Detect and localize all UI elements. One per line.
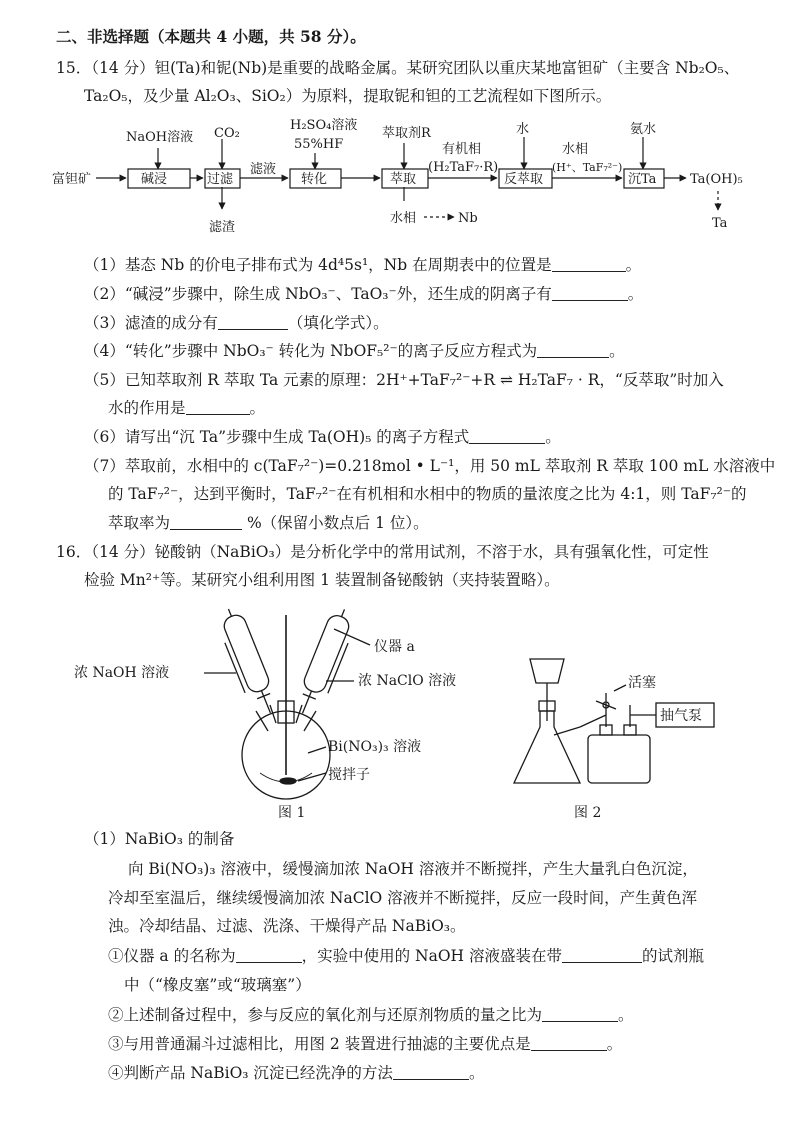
fig2-label-pump: 抽气泵: [660, 708, 702, 724]
q16-sub1-line2: 中（“橡皮塞”或“玻璃塞”）: [124, 976, 311, 994]
q16-para-line3: 浊。冷却结晶、过滤、洗涤、干燥得产品 NaBiO₃。: [108, 917, 466, 935]
answer-blank-16-4[interactable]: [393, 1063, 469, 1080]
flow-step-convert: 转化: [301, 172, 328, 187]
q16-sub4: ④判断产品 NaBiO₃ 沉淀已经洗净的方法 。: [108, 1064, 485, 1082]
answer-blank-15-3[interactable]: [218, 313, 288, 330]
fig2-label-valve: 活塞: [628, 675, 656, 691]
flow-reagent-extractant: 萃取剂R: [382, 126, 431, 141]
flow-aqueous-phase: 水相: [562, 142, 589, 157]
q16-para-line2: 冷却至室温后，继续缓慢滴加浓 NaClO 溶液并不断搅拌，反应一段时间，产生黄色浑: [108, 889, 698, 907]
flow-reagent-co2: CO₂: [214, 126, 240, 141]
fig1-label-naclo: 浓 NaClO 溶液: [358, 673, 457, 689]
q16-sub3: ③与用普通漏斗过滤相比，用图 2 装置进行抽滤的主要优点是 。: [108, 1035, 623, 1053]
q15-intro-line1: 15．（14 分）钽(Ta)和铌(Nb)是重要的战略金属。某研究团队以重庆某地富钽矿（主要含 Nb₂O₅、: [56, 59, 740, 77]
q15-sub2: （2）“碱浸”步骤中，除生成 NbO₃⁻、TaO₃⁻外，还生成的阴离子有 。: [84, 285, 644, 303]
q15-sub4: （4）“转化”步骤中 NbO₃⁻ 转化为 NbOF₅²⁻的离子反应方程式为 。: [84, 342, 625, 360]
flow-product-taoh5: Ta(OH)₅: [690, 172, 743, 187]
q15-sub5-line2: 水的作用是 。: [108, 399, 266, 417]
q16-para-line1: 向 Bi(NO₃)₃ 溶液中，缓慢滴加浓 NaOH 溶液并不断搅拌，产生大量乳白色沉淀，: [128, 860, 698, 878]
answer-blank-15-1[interactable]: [552, 255, 626, 272]
q15-sub3: （3）滤渣的成分有 （填化学式）。: [84, 314, 389, 332]
figure-2-apparatus: [510, 645, 760, 825]
flow-aqueous-phase-nb: 水相: [390, 211, 417, 226]
q15-intro-line2: Ta₂O₅，及少量 Al₂O₃、SiO₂）为原料，提取铌和钽的工艺流程如下图所示。: [84, 87, 612, 105]
q15-sub6: （6）请写出“沉 Ta”步骤中生成 Ta(OH)₅ 的离子方程式 。: [84, 428, 561, 446]
q15-sub7-line2: 的 TaF₇²⁻，达到平衡时，TaF₇²⁻在有机相和水相中的物质的量浓度之比为 4:1，则 TaF₇²⁻的: [108, 485, 747, 503]
flow-product-ta: Ta: [712, 216, 728, 231]
flow-reagent-h2so4: H₂SO₄溶液: [290, 118, 358, 133]
flow-residue: 滤渣: [209, 220, 236, 235]
answer-blank-16-2[interactable]: [542, 1005, 618, 1022]
q16-intro-line2: 检验 Mn²⁺等。某研究小组利用图 1 装置制备铋酸钠（夹持装置略）。: [84, 571, 560, 589]
fig1-label-stirrer: 搅拌子: [328, 767, 370, 783]
answer-blank-15-4[interactable]: [537, 341, 609, 358]
flow-step-back-extract: 反萃取: [504, 172, 544, 187]
q15-process-flowchart: [50, 113, 770, 238]
answer-blank-16-1a[interactable]: [236, 946, 302, 963]
flow-step-precipitate-ta: 沉Ta: [628, 172, 657, 187]
answer-blank-15-2[interactable]: [552, 284, 628, 301]
answer-blank-15-6[interactable]: [469, 427, 545, 444]
fig1-label-instrument-a: 仪器 a: [374, 639, 415, 655]
flow-product-nb: Nb: [458, 211, 478, 226]
flow-step-alkali-leach: 碱浸: [141, 172, 168, 187]
q15-sub7-line3: 萃取率为 %（保留小数点后 1 位）。: [108, 514, 429, 532]
q15-sub1: （1）基态 Nb 的价电子排布式为 4d⁴5s¹，Nb 在周期表中的位置是 。: [84, 256, 642, 274]
fig1-label-bino3: Bi(NO₃)₃ 溶液: [328, 739, 422, 755]
flow-filtrate: 滤液: [250, 162, 277, 177]
fig2-caption: 图 2: [574, 805, 602, 821]
section-heading: 二、非选择题（本题共 4 小题，共 58 分）。: [56, 27, 366, 46]
q16-part1-title: （1）NaBiO₃ 的制备: [84, 830, 235, 848]
flow-step-extract: 萃取: [390, 172, 417, 187]
fig1-label-naoh: 浓 NaOH 溶液: [74, 665, 170, 681]
q16-sub2: ②上述制备过程中，参与反应的氧化剂与还原剂物质的量之比为 。: [108, 1006, 634, 1024]
flow-step-filter: 过滤: [207, 172, 234, 187]
flow-reagent-water: 水: [516, 122, 530, 137]
flow-reagent-ammonia: 氨水: [630, 122, 657, 137]
flow-reagent-hf: 55%HF: [294, 137, 344, 152]
flow-organic-phase: 有机相: [442, 142, 482, 157]
answer-blank-16-3[interactable]: [531, 1034, 607, 1051]
answer-blank-15-5[interactable]: [186, 398, 250, 415]
answer-blank-15-7[interactable]: [170, 513, 242, 530]
q16-sub1-line1: ①仪器 a 的名称为 ，实验中使用的 NaOH 溶液盛装在带 的试剂瓶: [108, 947, 705, 965]
figure-1-apparatus: [70, 605, 490, 825]
q15-sub7-line1: （7）萃取前，水相中的 c(TaF₇²⁻)=0.218mol • L⁻¹，用 50 mL 萃取剂 R 萃取 100 mL 水溶液中: [84, 457, 776, 475]
q16-intro-line1: 16．（14 分）铋酸钠（NaBiO₃）是分析化学中的常用试剂，不溶于水，具有强氧化性，可定性: [56, 543, 709, 561]
flow-aqueous-species: (H⁺、TaF₇²⁻): [552, 161, 623, 174]
flow-reagent-naoh: NaOH溶液: [126, 130, 194, 145]
q15-sub5-line1: （5）已知萃取剂 R 萃取 Ta 元素的原理：2H⁺+TaF₇²⁻+R ⇌ H₂TaF₇ · R，“反萃取”时加入: [84, 371, 724, 389]
flow-organic-species: (H₂TaF₇·R): [428, 160, 499, 175]
answer-blank-16-1b[interactable]: [562, 946, 642, 963]
fig1-caption: 图 1: [278, 805, 306, 821]
flow-raw-material: 富钽矿: [52, 172, 92, 187]
